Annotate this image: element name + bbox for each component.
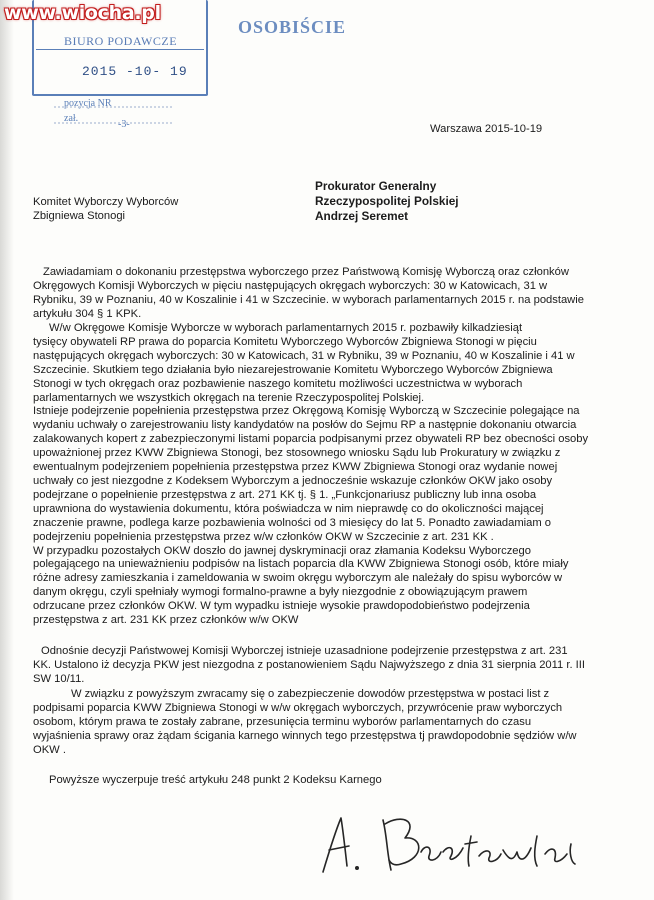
paragraph-line: znaczenie prawne, podlega karze pozbawienia wolności od 3 miesięcy do lat 5. Ponadto zawiadamiam o bbox=[33, 516, 552, 529]
paragraph-line: Odnośnie decyzji Państwowej Komisji Wyborczej istnieje uzasadnione podejrzenie przestępstwa z art. 231 bbox=[41, 645, 568, 657]
paragraph-line: artykułu 304 § 1 KPK. bbox=[33, 307, 142, 320]
paragraph-line: polegającego na unieważnieniu podpisów na listach poparcia dla KWW Zbigniewa Stonogi osób, które miały bbox=[33, 558, 569, 571]
paragraph-line: podejrzeniu popełnienia przestępstwa przez w/w członków OKW w Szczecinie z art. 231 KK . bbox=[33, 530, 494, 543]
paragraph-line: W związku z powyższym zwracamy się o zabezpieczenie dowodów przestępstwa w postaci list z bbox=[71, 688, 550, 700]
stamp-divider bbox=[36, 49, 204, 50]
paragraph-line: KK. Ustalono iż decyzja PKW jest niezgodna z postanowieniem Sądu Najwyższego z dnia 31 sierpnia 2011 r. III bbox=[33, 658, 586, 671]
stamp-fill-lines bbox=[54, 104, 174, 126]
stamp-position-label: pozycja NR bbox=[64, 98, 112, 109]
recipient-block bbox=[315, 179, 459, 225]
paragraph-line: upoważnionej przez KWW Zbigniewa Stonogi, bez stosownego wniosku Sądu lub Prokuratury w związku z bbox=[33, 447, 561, 460]
recipient-line: Prokurator Generalny bbox=[315, 179, 437, 193]
handwritten-signature bbox=[305, 800, 605, 885]
paragraph-line: Zawiadamiam o dokonaniu przestępstwa wyborczego przez Państwową Komisję Wyborczą oraz członków bbox=[43, 266, 569, 278]
paragraph-line: W/w Okręgowe Komisje Wyborcze w wyborach parlamentarnych 2015 r. pozbawiły kilkadziesiąt bbox=[49, 322, 523, 334]
recipient-line: Rzeczypospolitej Polskiej bbox=[315, 194, 459, 209]
page-edge-shadow bbox=[0, 0, 14, 900]
paragraph-line: odrzucane przez członków OKW. W tym wypadku istnieje wysokie prawdopodobieństwo podejrzenia bbox=[33, 600, 530, 613]
paragraph-line: podejrzane o popełnienie przestępstwa z art. 271 KK tj. § 1. „Funkcjonariusz publiczny lub inna osoba bbox=[33, 488, 537, 501]
date-line: Warszawa 2015-10-19 bbox=[430, 123, 543, 135]
sender-block bbox=[33, 196, 178, 224]
stamp-attachments-value: -3- bbox=[118, 119, 130, 130]
paragraph-line: Szczecinie. Skutkiem tego działania było niezarejestrowanie Komitetu Wyborczego Wyborców Zbigniewa bbox=[33, 363, 553, 376]
stamp-attachments-label: zał. bbox=[64, 113, 79, 124]
paragraph-line: SW 10/11. bbox=[33, 672, 85, 685]
paragraph-line: uchwały co jest niezgodne z Kodeksem Wyborczym a jednocześnie wskazuje członków OKW jako osoby bbox=[33, 474, 553, 487]
paragraph-line: W przypadku pozostałych OKW doszło do jawnej dyskryminacji oraz złamania Kodeksu Wyborczego bbox=[33, 544, 531, 557]
paragraph-line: uprawniona do wystawienia dokumentu, która poświadcza w nim nieprawdę co do okoliczności mającej bbox=[33, 502, 544, 515]
paragraph-line: następujących okręgach wyborczych: 30 w Katowicach, 31 w Rybniku, 39 w Poznaniu, 40 w Koszalinie i 41 w bbox=[33, 349, 575, 362]
site-watermark: www.wiocha.pl bbox=[4, 2, 161, 24]
stamp-office-label: BIURO PODAWCZE bbox=[64, 34, 178, 48]
paragraph-line: OKW . bbox=[33, 743, 66, 756]
sender-line: Zbigniewa Stonogi bbox=[33, 209, 126, 222]
personal-stamp: OSOBIŚCIE bbox=[238, 17, 347, 37]
paragraph-line: różne adresy zamieszkania i zameldowania w swoim okręgu wyborczym ale należały do spisu wyborców w bbox=[33, 572, 563, 585]
recipient-line: Andrzej Seremet bbox=[315, 209, 409, 224]
paragraph-line: Stonogi w tych okręgach oraz pozbawienie naszego komitetu możliwości uczestnictwa w wyborach bbox=[33, 377, 523, 390]
paragraph-requests bbox=[33, 688, 577, 758]
paragraph-line: wydaniu uchwały o zarejestrowaniu listy kandydatów na posłów do Sejmu RP a następnie dokonaniu otwarcia bbox=[33, 419, 577, 432]
paragraph-line: danym okręgu, czyli spełniały wymogi formalno-prawne a były niezgodnie z obowiązującym prawem bbox=[33, 586, 528, 599]
paragraph-line: zalakowanych kopert z zabezpieczonymi listami poparcia podpisanymi przez obywateli RP bez obecności osoby bbox=[33, 433, 589, 446]
paragraph-line: podpisami poparcia KWW Zbigniewa Stonogi w w/w okręgach wyborczych, przywrócenie praw wyborczych bbox=[33, 701, 563, 714]
paragraph-line: tysięcy obywateli RP prawa do poparcia Komitetu Wyborczego Wyborców Zbigniewa Stonogi w pięciu bbox=[33, 335, 537, 348]
paragraph-line: Rybniku, 39 w Poznaniu, 40 w Koszalinie i 41 w Szczecinie. w wyborach parlamentarnych 2015 r. na podstawie bbox=[33, 293, 584, 306]
paragraph-line: ewentualnym podejrzeniem popełnienia przestępstwa przez KWW Zbigniewa Stonogi oraz wydanie nowej bbox=[33, 461, 558, 474]
paragraph-notification bbox=[33, 266, 584, 322]
sender-line: Komitet Wyborczy Wyborców bbox=[33, 196, 179, 208]
closing-statement: Powyższe wyczerpuje treść artykułu 248 punkt 2 Kodeksu Karnego bbox=[49, 774, 382, 786]
paragraph-line: Istnieje podejrzenie popełnienia przestępstwa przez Okręgową Komisję Wyborczą w Szczecinie polegające na bbox=[33, 405, 580, 418]
paragraph-line: parlamentarnych we wszystkich okręgach na terenie Rzeczypospolitej Polskiej. bbox=[33, 391, 425, 404]
paragraph-line: przestępstwa z art. 231 KK przez członków w/w OKW bbox=[33, 614, 299, 627]
paragraph-line: Okręgowych Komisji Wyborczych w pięciu następujących okręgach wyborczych: 30 w Katowicach, 31 w bbox=[33, 279, 548, 292]
paragraph-line: osobom, którym prawa te zostały zabrane, przesunięcia terminu wyborów parlamentarnych do czasu bbox=[33, 715, 532, 728]
paragraph-details bbox=[33, 322, 588, 628]
stamp-date: 2015 -10- 19 bbox=[82, 64, 188, 79]
paragraph-line: wyjaśnienia sprawy oraz żądam ścigania karnego winnych tego przestępstwa tj prawdopodobnie sędziów w/w bbox=[33, 729, 577, 742]
paragraph-pkw-decision bbox=[33, 645, 585, 687]
